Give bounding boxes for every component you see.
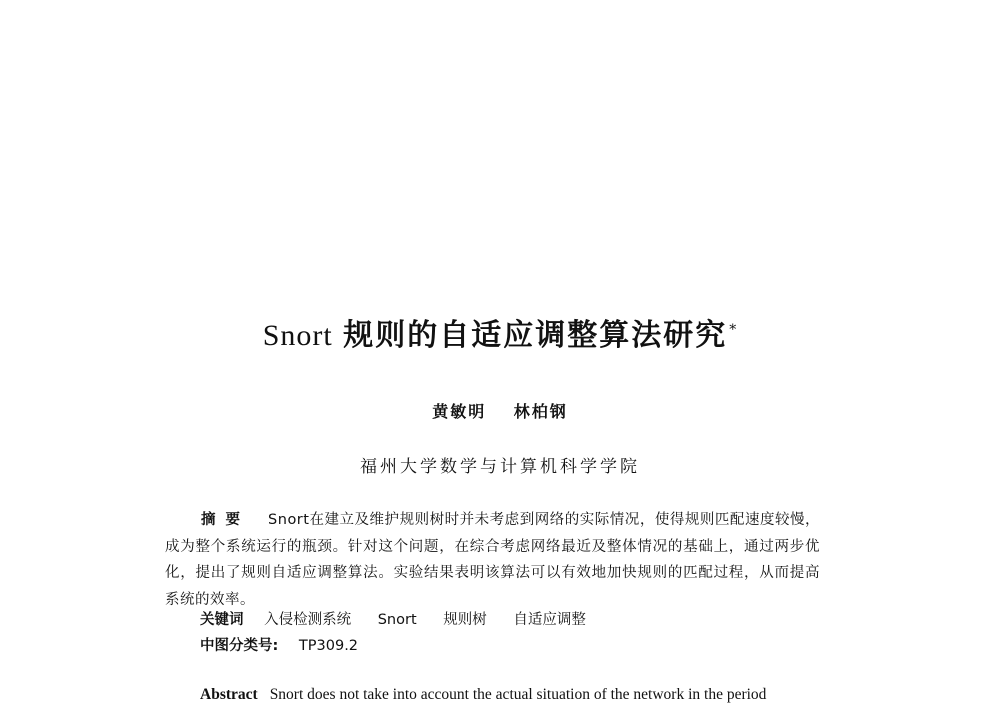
keyword: 规则树 (443, 612, 487, 628)
classification-line (200, 635, 358, 657)
keyword: 自适应调整 (513, 612, 586, 628)
en-abstract-text: Snort does not take into account the actual situation of the network in the period (269, 686, 767, 703)
title-footnote-mark: * (729, 322, 738, 338)
abstract-text: Snort在建立及维护规则树时并未考虑到网络的实际情况，使得规则匹配速度较慢，成为整个系统运行的瓶颈。针对这个问题，在综合考虑网络最近及整体情况的基础上，通过两步优化，提出了规则自适应调整算法。实验结果表明该算法可以有效地加快规则的匹配过程，从而提高系统的效率。 (165, 512, 821, 608)
paper-title (0, 308, 1000, 358)
keyword: 入侵检测系统 (264, 612, 352, 628)
author-name: 林柏钢 (513, 402, 568, 421)
keywords-label: 关键词 (200, 612, 244, 628)
title-cjk-part: 规则的自适应调整算法研究 (343, 318, 728, 353)
en-abstract-label: Abstract (200, 686, 258, 703)
chinese-abstract (165, 507, 820, 613)
title-latin-part: Snort (262, 319, 333, 352)
author-list (0, 400, 1000, 424)
clc-value: TP309.2 (298, 638, 359, 654)
clc-label: 中图分类号: (200, 638, 279, 654)
affiliation: 福州大学数学与计算机科学学院 (360, 457, 640, 477)
abstract-label: 摘要 (201, 512, 251, 528)
keyword: Snort (377, 612, 417, 628)
author-name: 黄敏明 (432, 402, 487, 421)
keywords-line (200, 609, 608, 631)
